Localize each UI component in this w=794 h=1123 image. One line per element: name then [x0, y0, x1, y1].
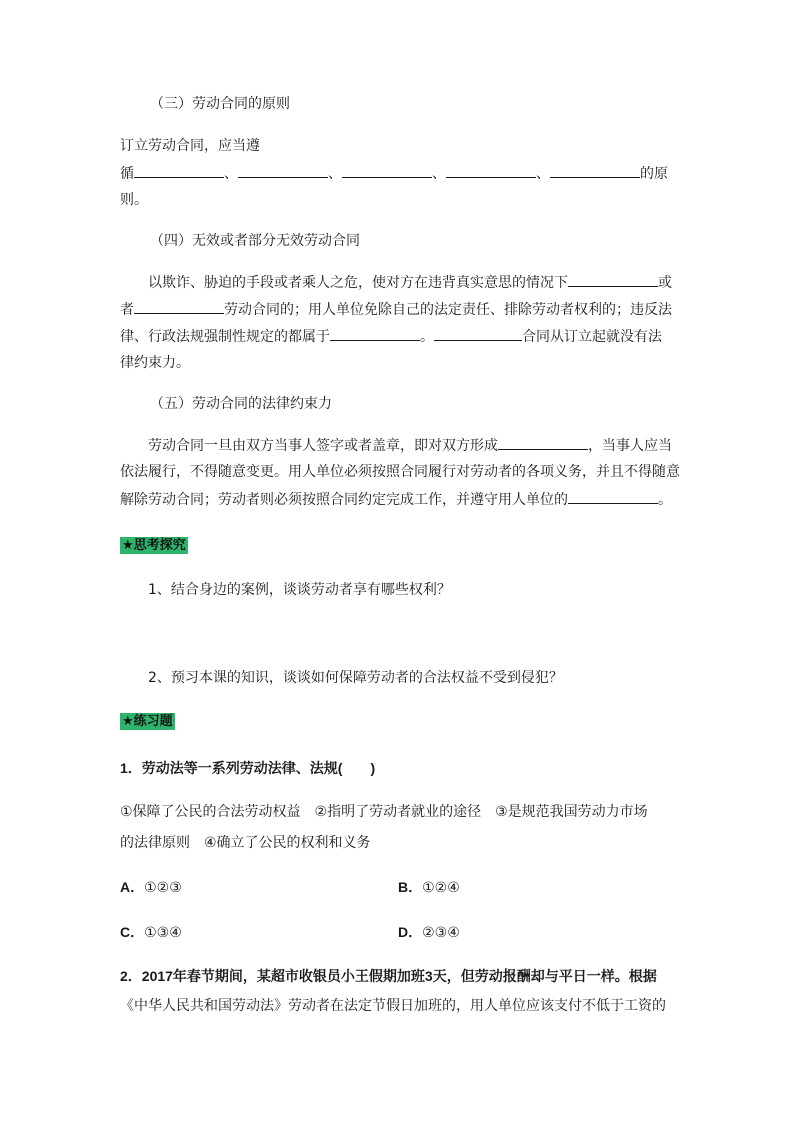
text-fragment: 以欺诈、胁迫的手段或者乘人之危，使对方在违背真实意思的情况下 [148, 275, 568, 291]
section-4-heading: （四）无效或者部分无效劳动合同 [150, 233, 360, 249]
option-label: B． [398, 879, 423, 895]
option-text: ①③④ [144, 925, 182, 941]
exercise-question-2-line-1 [120, 966, 657, 987]
option-b[interactable] [398, 877, 460, 898]
exercise-question-1 [120, 758, 375, 779]
section-4-line-2 [120, 299, 672, 320]
text-fragment: 循 [120, 166, 134, 182]
fill-blank[interactable] [498, 435, 588, 450]
option-c[interactable] [120, 922, 182, 943]
section-5-line-1 [148, 435, 672, 456]
fill-blank[interactable] [342, 163, 432, 178]
separator: 、 [536, 166, 550, 182]
question-stem: 1．劳动法等一系列劳动法律、法规( ) [120, 760, 376, 776]
separator: 、 [432, 166, 446, 182]
section-3-line-2 [120, 163, 668, 184]
exercise-question-2-line-2: 《中华人民共和国劳动法》劳动者在法定节假日加班的，用人单位应该支付不低于工资的 [120, 998, 666, 1014]
think-question-1: 1、结合身边的案例，谈谈劳动者享有哪些权利？ [148, 582, 451, 598]
text-fragment: 合同从订立起就没有法 [522, 329, 662, 345]
option-label: A． [120, 879, 145, 895]
fill-blank[interactable] [568, 489, 658, 504]
fill-blank[interactable] [134, 163, 224, 178]
question-stem: 2．2017年春节期间，某超市收银员小王假期加班3天，但劳动报酬却与平日一样。根据 [120, 968, 657, 984]
text-fragment: 或 [658, 275, 672, 291]
section-3-line-3: 则。 [120, 192, 148, 208]
option-d[interactable] [398, 922, 460, 943]
option-text: ①②④ [422, 880, 460, 896]
text-fragment: 解除劳动合同；劳动者则必须按照合同约定完成工作，并遵守用人单位的 [120, 492, 568, 508]
fill-blank[interactable] [446, 163, 536, 178]
text-fragment: 者 [120, 302, 134, 318]
section-5-line-2: 依法履行，不得随意变更。用人单位必须按照合同履行对劳动者的各项义务，并且不得随意 [120, 464, 680, 480]
text-fragment: 律、行政法规强制性规定的都属于 [120, 329, 330, 345]
section-3-heading: （三）劳动合同的原则 [150, 96, 290, 112]
separator: 、 [328, 166, 342, 182]
text-fragment: 的原 [640, 166, 668, 182]
text-fragment: 。 [658, 492, 672, 508]
fill-blank[interactable] [550, 163, 640, 178]
option-text: ②③④ [422, 925, 460, 941]
question-1-items-line-1: ①保障了公民的合法劳动权益 ②指明了劳动者就业的途径 ③是规范我国劳动力市场 [120, 804, 648, 820]
think-badge: ★思考探究 [122, 538, 186, 553]
text-fragment: 。 [420, 329, 434, 345]
fill-blank[interactable] [330, 326, 420, 341]
fill-blank[interactable] [134, 299, 224, 314]
fill-blank[interactable] [238, 163, 328, 178]
section-5-heading: （五）劳动合同的法律约束力 [150, 396, 332, 412]
exercise-badge: ★练习题 [122, 714, 173, 729]
question-1-items-line-2: 的法律原则 ④确立了公民的权利和义务 [120, 835, 371, 851]
section-4-line-1 [148, 272, 672, 293]
text-fragment: ，当事人应当 [588, 438, 672, 454]
option-text: ①②③ [144, 880, 182, 896]
text-fragment: 劳动合同一旦由双方当事人签字或者盖章，即对双方形成 [148, 438, 498, 454]
section-4-line-4: 律约束力。 [120, 355, 190, 371]
section-5-line-3 [120, 489, 672, 510]
section-4-line-3 [120, 326, 662, 347]
text-fragment: 劳动合同的；用人单位免除自己的法定责任、排除劳动者权利的；违反法 [224, 302, 672, 318]
option-a[interactable] [120, 877, 182, 898]
think-question-2: 2、预习本课的知识，谈谈如何保障劳动者的合法权益不受到侵犯？ [148, 670, 563, 686]
separator: 、 [224, 166, 238, 182]
option-label: D． [398, 924, 423, 940]
fill-blank[interactable] [568, 272, 658, 287]
section-3-line-1: 订立劳动合同，应当遵 [120, 138, 260, 154]
option-label: C． [120, 924, 145, 940]
fill-blank[interactable] [434, 326, 522, 341]
